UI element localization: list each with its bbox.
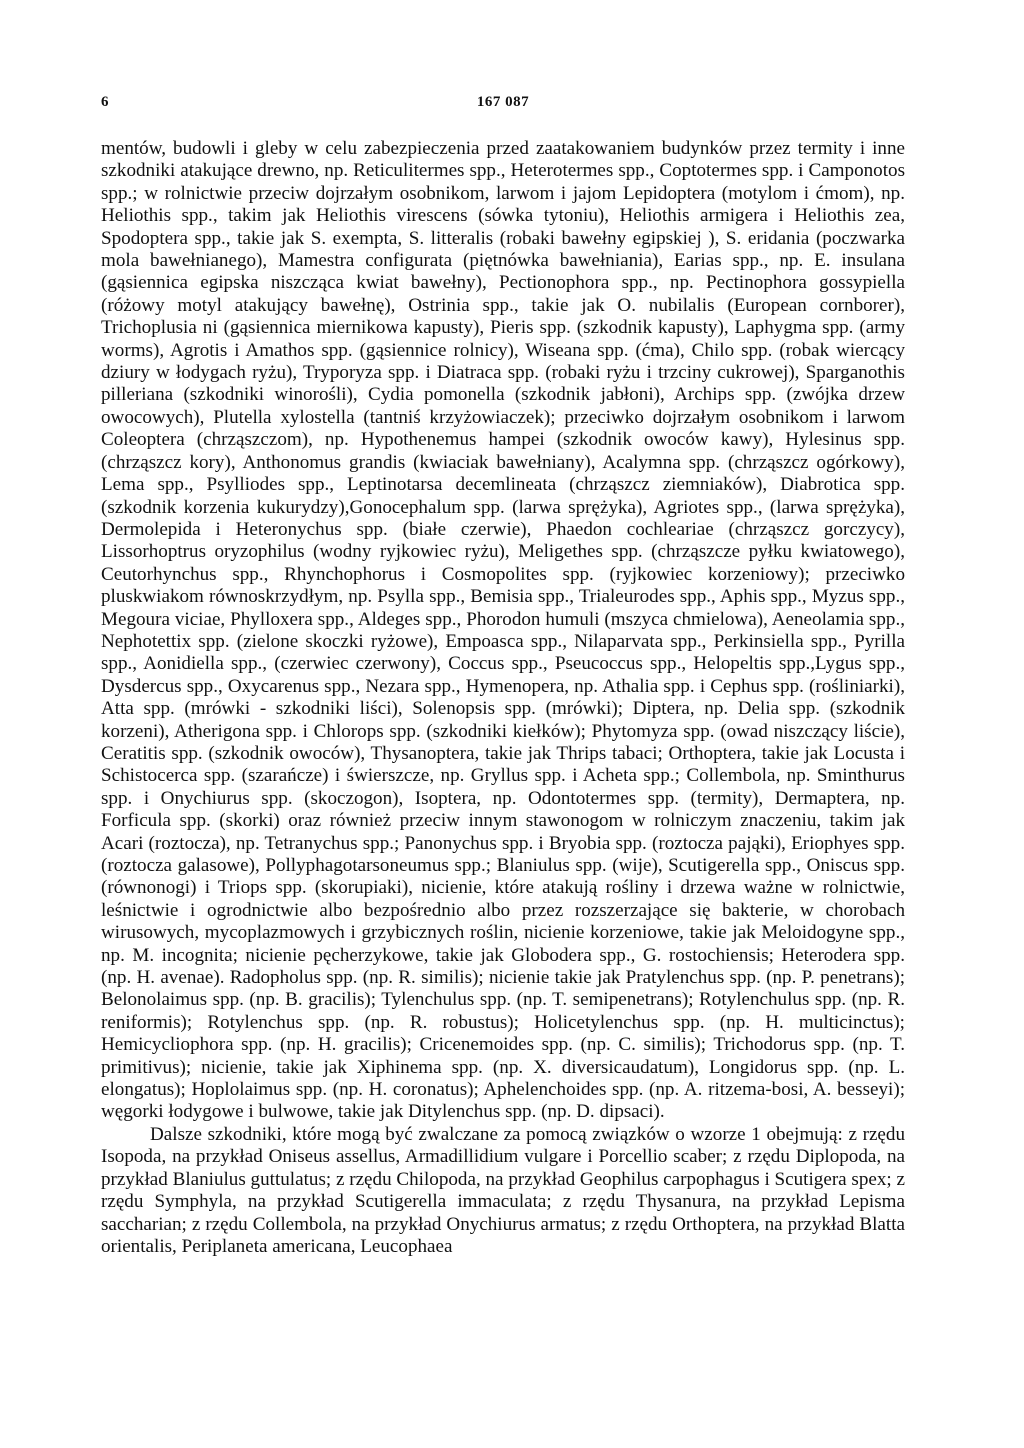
page-header [101, 94, 905, 118]
page-number: 6 [101, 94, 109, 110]
body-text [101, 138, 905, 1258]
paragraph-continued: mentów, budowli i gleby w celu zabezpieczenia przed zaatakowaniem budynków przez termity i inne szkodniki atakujące drewno, np. Reticulitermes spp., Heterotermes spp., Coptotermes spp. i Camponotos spp.; w rolnictwie przeciw dojrzałym osobnikom, larwom i jajom Lepidoptera (motylom i ćmom), np. Heliothis spp., takim jak Heliothis virescens (sówka tytoniu), Heliothis armigera i Heliothis zea, Spodoptera spp., takie jak S. exempta, S. litteralis (robaki bawełny egipskiej ), S. eridania (poczwarka mola bawełnianego), Mamestra configurata (piętnówka bawełniania), Earias spp., np. E. insulana (gąsiennica egipska niszcząca kwiat bawełny), Pectionophora spp., np. Pectinophora gossypiella (różowy motyl atakujący bawełnę), Ostrinia spp., takie jak O. nubilalis (European cornborer), Trichoplusia ni (gąsiennica miernikowa kapusty), Pieris spp. (szkodnik kapusty), Laphygma spp. (army worms), Agrotis i Amathos spp. (gąsiennice rolnicy), Wiseana spp. (ćma), Chilo spp. (robak wiercący dziury w łodygach ryżu), Tryporyza spp. i Diatraca spp. (robaki ryżu i trzciny cukrowej), Sparganothis pilleriana (szkodniki winorośli), Cydia pomonella (szkodnik jabłoni), Archips spp. (zwójka drzew owocowych), Plutella xylostella (tantniś krzyżowiaczek); przeciwko dojrzałym osobnikom i larwom Coleoptera (chrząszczom), np. Hypothenemus hampei (szkodnik owoców kawy), Hylesinus spp. (chrząszcz kory), Anthonomus grandis (kwiaciak bawełniany), Acalymna spp. (chrząszcz ogórkowy), Lema spp., Psylliodes spp., Leptinotarsa decemlineata (chrząszcz ziemniaków), Diabrotica spp. (szkodnik korzenia kukurydzy),Gonocephalum spp. (larwa sprężyka), Agriotes spp., (larwa sprężyka), Dermolepida i Heteronychus spp. (białe czerwie), Phaedon cochleariae (chrząszcz gorczycy), Lissorhoptrus oryzophilus (wodny ryjkowiec ryżu), Meligethes spp. (chrząszcze pyłku kwiatowego), Ceutorhynchus spp., Rhynchophorus i Cosmopolites spp. (ryjkowiec korzeniowy); przeciwko pluskwiakom równoskrzydłym, np. Psylla spp., Bemisia spp., Trialeurodes spp., Aphis spp., Myzus spp., Megoura viciae, Phylloxera spp., Aldeges spp., Phorodon humuli (mszyca chmielowa), Aeneolamia spp., Nephotettix spp. (zielone skoczki ryżowe), Empoasca spp., Nilaparvata spp., Perkinsiella spp., Pyrilla spp., Aonidiella spp., (czerwiec czerwony), Coccus spp., Pseucoccus spp., Helopeltis spp.,Lygus spp., Dysdercus spp., Oxycarenus spp., Nezara spp., Hymenopera, np. Athalia spp. i Cephus spp. (rośliniarki), Atta spp. (mrówki - szkodniki liści), Solenopsis spp. (mrówki); Diptera, np. Delia spp. (szkodnik korzeni), Atherigona spp. i Chlorops spp. (szkodniki kiełków); Phytomyza spp. (owad niszczący liście), Ceratitis spp. (szkodnik owoców), Thysanoptera, takie jak Thrips tabaci; Orthoptera, takie jak Locusta i Schistocerca spp. (szarańcze) i świerszcze, np. Gryllus spp. i Acheta spp.; Collembola, np. Sminthurus spp. i Onychiurus spp. (skoczogon), Isoptera, np. Odontotermes spp. (termity), Dermaptera, np. Forficula spp. (skorki) oraz również przeciw innym stawonogom w rolniczym znaczeniu, takim jak Acari (roztocza), np. Tetranychus spp.; Panonychus spp. i Bryobia spp. (roztocza pająki), Eriophyes spp. (roztocza galasowe), Pollyphagotarsoneumus spp.; Blaniulus spp. (wije), Scutigerella spp., Oniscus spp. (równonogi) i Triops spp. (skorupiaki), nicienie, które atakują rośliny i drzewa ważne w rolnictwie, leśnictwie i ogrodnictwie albo bezpośrednio albo przez rozszerzające się bakterie, w chorobach wirusowych, mycoplazmowych i grzybicznych roślin, nicienie korzeniowe, takie jak Meloidogyne spp., np. M. incognita; nicienie pęcherzykowe, takie jak Globodera spp., G. rostochiensis; Heterodera spp. (np. H. avenae). Radopholus spp. (np. R. similis); nicienie takie jak Pratylenchus spp. (np. P. penetrans); Belonolaimus spp. (np. B. gracilis); Tylenchulus spp. (np. T. semipenetrans); Rotylenchulus spp. (np. R. reniformis); Rotylenchus spp. (np. R. robustus); Holicetylenchus spp. (np. H. multicinctus); Hemicycliophora spp. (np. H. gracilis); Cricenemoides spp. (np. C. similis); Trichodorus spp. (np. T. primitivus); nicienie, takie jak Xiphinema spp. (np. X. diversicaudatum), Longidorus spp. (np. L. elongatus); Hoplolaimus spp. (np. H. coronatus); Aphelenchoides spp. (np. A. ritzema-bosi, A. besseyi); węgorki łodygowe i bulwowe, takie jak Ditylenchus spp. (np. D. dipsaci). [101, 138, 905, 1123]
patent-number: 167 087 [476, 94, 530, 110]
paragraph-further-pests: Dalsze szkodniki, które mogą być zwalczane za pomocą związków o wzorze 1 obejmują: z rzędu Isopoda, na przykład Oniseus assellus, Armadillidium vulgare i Porcellio scaber; z rzędu Diplopoda, na przykład Blaniulus guttulatus; z rzędu Chilopoda, na przykład Geophilus carpophagus i Scutigera spex; z rzędu Symphyla, na przykład Scutigerella immaculata; z rzędu Thysanura, na przykład Lepisma saccharian; z rzędu Collembola, na przykład Onychiurus armatus; z rzędu Orthoptera, na przykład Blatta orientalis, Periplaneta americana, Leucophaea [101, 1123, 905, 1257]
